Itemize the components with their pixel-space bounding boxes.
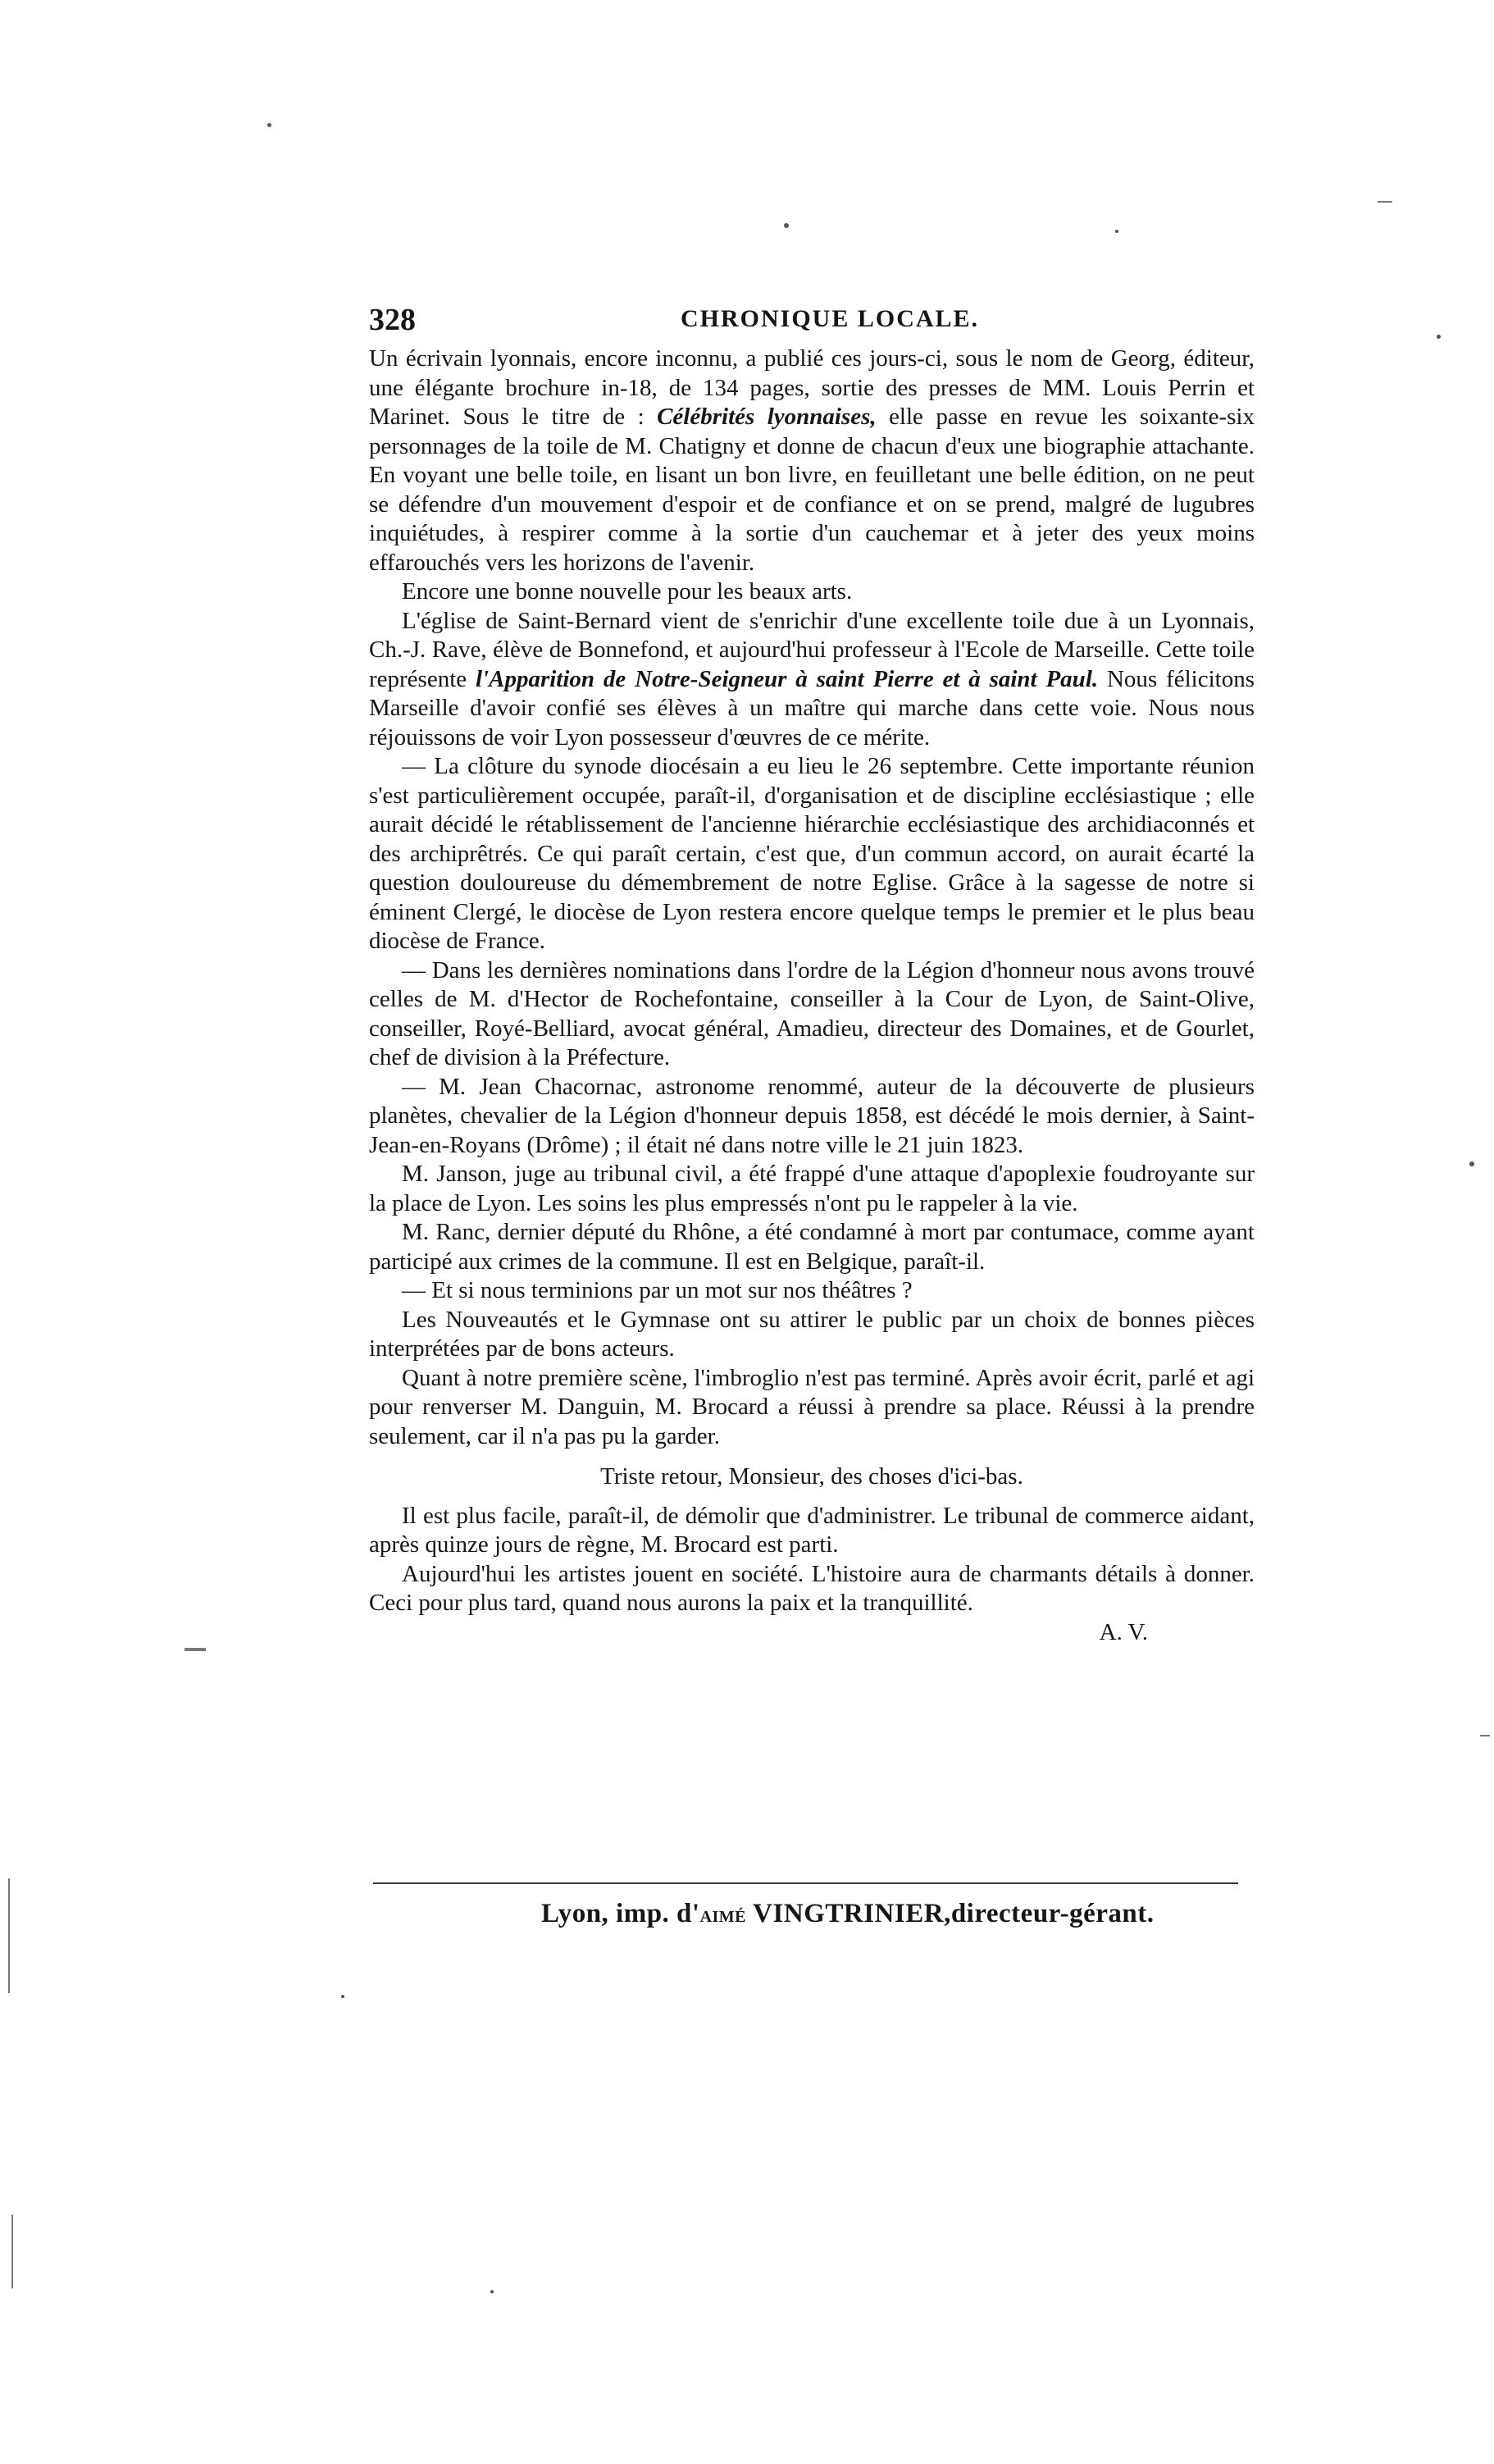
text-run: — M. Jean Chacornac, astronome renommé, auteur de la découverte de plusieurs planètes, chevalier de la Légion d'honneur depuis 1858, est décédé le mois dernier, à Saint-Jean-en-Royans (Drôme) ; il était né dans notre ville le 21 juin 1823. xyxy=(369,1073,1255,1158)
paragraph xyxy=(369,1502,1255,1560)
text-run: — La clôture du synode diocésain a eu lieu le 26 septembre. Cette importante réunion s'est particulièrement occupée, paraît-il, d'organisation et de discipline ecclésiastique ; elle aurait décidé le rétablissement de l'ancienne hiérarchie ecclésiastique des archidiaconnés et des archiprêtrés. Ce qui paraît certain, c'est que, d'un commun accord, on aurait écarté la question douloureuse du démembrement de notre Eglise. Grâce à la sagesse de notre si éminent Clergé, le diocèse de Lyon restera encore quelque temps le premier et le plus beau diocèse de France. xyxy=(369,753,1255,954)
paragraph xyxy=(369,956,1255,1073)
printer-imprint xyxy=(541,1899,1154,1929)
author-signature: A. V. xyxy=(1099,1618,1148,1645)
text-run: Un écrivain lyonnais, encore inconnu, a publié ces jours-ci, sous le nom de Georg, éditeur, une élégante brochure in-18, de 134 pages, sortie des presses de MM. Louis Perrin et Marinet. Sous le titre de : xyxy=(369,345,1255,430)
text-run: — Et si nous terminions par un mot sur nos théâtres ? xyxy=(402,1277,913,1303)
closing-paragraph xyxy=(369,1560,1255,1618)
text-run: Il est plus facile, paraît-il, de démolir que d'administrer. Le tribunal de commerce aidant, après quinze jours de règne, M. Brocard est parti. xyxy=(369,1502,1255,1558)
running-head: CHRONIQUE LOCALE. xyxy=(681,305,980,332)
paragraph xyxy=(369,607,1255,753)
scan-speck xyxy=(1115,230,1118,233)
scan-edge-line xyxy=(8,1878,10,1993)
paragraph xyxy=(369,1218,1255,1276)
scan-speck xyxy=(341,1995,344,1998)
scan-speck xyxy=(267,123,271,127)
closing-text: Aujourd'hui les artistes jouent en société. L'histoire aura de charmants détails à donner. Ceci pour plus tard, quand nous aurons la paix et la tranquillité. xyxy=(369,1560,1255,1616)
scan-speck xyxy=(1469,1161,1474,1166)
text-run: L'église de Saint-Bernard vient de s'enrichir d'une excellente toile due à un Lyonnais, Ch.-J. Rave, élève de Bonnefond, et aujourd'hui professeur à l'Ecole de Marseille. Cette toile représente xyxy=(369,607,1255,692)
paragraph xyxy=(369,1364,1255,1452)
text-run: Encore une bonne nouvelle pour les beaux arts. xyxy=(402,578,853,605)
paragraphs-before xyxy=(369,345,1255,1451)
paragraph xyxy=(369,345,1255,577)
scan-mark xyxy=(1480,1735,1490,1736)
scan-mark xyxy=(184,1648,206,1651)
imprint-smallcaps: AIMÉ xyxy=(699,1908,747,1926)
text-run: — Dans les dernières nominations dans l'ordre de la Légion d'honneur nous avons trouvé celles de M. d'Hector de Rochefontaine, conseiller à la Cour de Lyon, de Saint-Olive, conseiller, Royé-Belliard, avocat général, Amadieu, directeur des Domaines, et de Gourlet, chef de division à la Préfecture. xyxy=(369,956,1255,1070)
article-body xyxy=(369,345,1255,1647)
italic-title: l'Apparition de Notre-Seigneur à saint Pierre et à saint Paul. xyxy=(476,665,1099,692)
signature-line xyxy=(369,1618,1255,1648)
text-run: Quant à notre première scène, l'imbroglio n'est pas terminé. Après avoir écrit, parlé et agi pour renverser M. Danguin, M. Brocard a réussi à prendre sa place. Réussi à la prendre seulement, car il n'a pas pu la garder. xyxy=(369,1364,1255,1449)
paragraphs-after xyxy=(369,1502,1255,1560)
page-header xyxy=(369,302,1255,343)
text-run: Les Nouveautés et le Gymnase ont su attirer le public par un choix de bonnes pièces interprétées par de bons acteurs. xyxy=(369,1306,1255,1362)
paragraph xyxy=(369,1073,1255,1161)
scan-speck xyxy=(784,223,789,228)
text-run: M. Janson, juge au tribunal civil, a été frappé d'une attaque d'apoplexie foudroyante sur la place de Lyon. Les soins les plus empressés n'ont pu le rappeler à la vie. xyxy=(369,1161,1255,1216)
centered-verse: Triste retour, Monsieur, des choses d'ici-bas. xyxy=(600,1463,1023,1490)
text-run: M. Ranc, dernier député du Rhône, a été condamné à mort par contumace, comme ayant participé aux crimes de la commune. Il est en Belgique, paraît-il. xyxy=(369,1219,1255,1275)
scan-mark xyxy=(1378,201,1392,203)
paragraph xyxy=(369,752,1255,956)
page-number: 328 xyxy=(369,303,416,337)
imprint-rule xyxy=(373,1882,1238,1884)
imprint-suffix: ,directeur-gérant. xyxy=(944,1899,1155,1928)
imprint-name: VINGTRINIER xyxy=(746,1899,945,1928)
text-run: elle passe en revue les soixante-six personnages de la toile de M. Chatigny et donne de chacun d'eux une biographie attachante. En voyant une belle toile, en lisant un bon livre, en feuilletant une belle édition, on ne peut se défendre d'un mouvement d'espoir et de confiance et on se prend, malgré de lugubres inquiétudes, à respirer comme à la sortie d'un cauchemar et à jeter des yeux moins effarouchés vers les horizons de l'avenir. xyxy=(369,404,1255,576)
imprint-prefix: Lyon, imp. d' xyxy=(541,1899,700,1928)
italic-title: Célébrités lyonnaises, xyxy=(657,404,877,430)
scan-speck xyxy=(490,2290,494,2293)
paragraph xyxy=(369,1276,1255,1306)
paragraph xyxy=(369,577,1255,607)
paragraph xyxy=(369,1306,1255,1364)
scan-edge-line xyxy=(11,2215,13,2288)
paragraph xyxy=(369,1160,1255,1218)
text-run: Nous félicitons Marseille d'avoir confié ses élèves à un maître qui marche dans cette voie. Nous nous réjouissons de voir Lyon possesseur d'œuvres de ce mérite. xyxy=(369,665,1255,751)
scan-speck xyxy=(1437,335,1441,339)
